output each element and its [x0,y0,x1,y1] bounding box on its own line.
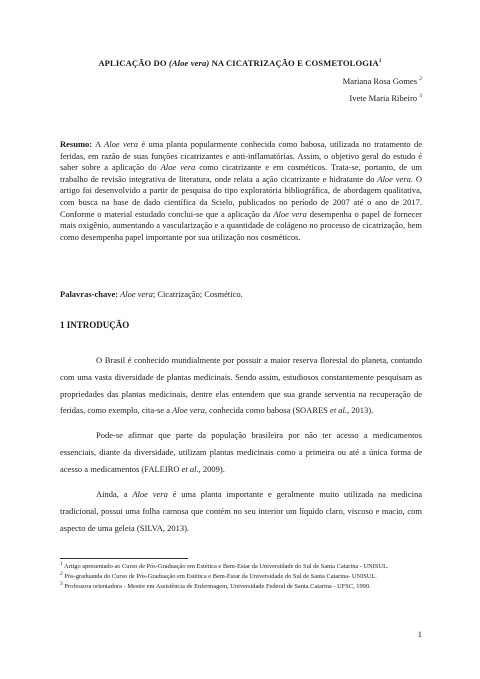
footnotes [60,560,422,593]
author-1: Mariana Rosa Gomes $^2$ [342,76,422,86]
paragraph-3: Ainda, a Aloe vera é uma planta importante e geralmente muito utilizada na medicina tradicional, possui uma folha carnosa que contém no seu interior um líquido claro, viscoso e macio, com aspecto de uma geleia (SILVA, 2013). [60,489,422,533]
keywords-label: Palavras-chave: [60,289,119,299]
paragraph-2: Pode-se afirmar que parte da população brasileira por não ter acesso a medicamentos essenciais, diante da diversidade, utilizam plantas medicinais como a primeira ou até a única forma de acesso a medicamentos (FALEIRO et al., 2009). [60,430,422,474]
author-2: Ivete Maria Ribeiro $^3$ [349,93,422,103]
footnote-2: $^2$ Pós-graduanda do Curso de Pós-Graduação em Estética e Bem-Estar da Universidade do Sul de Santa Catarina- UNISUL. [60,570,377,580]
abstract-label: Resumo: [60,139,93,149]
section-heading: 1 INTRODUÇÃO [60,320,130,330]
footnote-3: $^3$ Professora orientadora - Mestre em Assistência de Enfermagem, Universidade Federal de Santa Catarina - UFSC, 1990. [60,580,371,590]
paper-title: APLICAÇÃO DO (Aloe vera) NA CICATRIZAÇÃO E COSMETOLOGIA$^1$ [98,58,382,68]
paragraph-1: O Brasil é conhecido mundialmente por possuir a maior reserva florestal do planeta, contando com uma vasta diversidade de plantas medicinais. Sendo assim, estudiosos constantemente pesquisam as propriedades das plantas medicinais, dentre elas entendem que sua grande serventia na recuperação de feridas, como exemplo, cita-se a Aloe vera, conhecida como babosa (SOARES et al., 2013). [60,355,422,416]
abstract: Resumo: A Aloe vera é uma planta popularmente conhecida como babosa, utilizada no tratamento de feridas, em razão de suas funções cicatrizantes e anti-inflamatórias. Assim, o objetivo geral do estudo é saber sobre a aplicação do Aloe vera como cicatrizante e em cosméticos. Trata-se, portanto, de um trabalho de revisão integrativa de literatura, onde relata a ação cicatrizante e hidratante do Aloe vera. O artigo foi desenvolvido a partir de pesquisa do tipo exploratória bibliográfica, de abordagem qualitativa, com busca na base de dado científica da Scielo, publicados no período de 2007 até o ano de 2017. Conforme o material estudado conclui-se que a aplicação da Aloe vera desempenha o papel de fornecer mais oxigênio, aumentando a vascularização e a quantidade de colágeno no processo de cicatrização, bem como desempenha papel importante por sua utilização nos cosméticos. [60,139,423,242]
footnote-1: $^1$ Artigo apresentado ao Curso de Pós-Graduação em Estética e Bem-Estar da Universidade do Sul de Santa Catarina - UNISUL. [60,560,389,570]
page-number: 1 [417,629,422,639]
keywords: Palavras-chave: Aloe vera; Cicatrização; Cosmético. [60,289,243,299]
footnote-divider [60,558,188,559]
